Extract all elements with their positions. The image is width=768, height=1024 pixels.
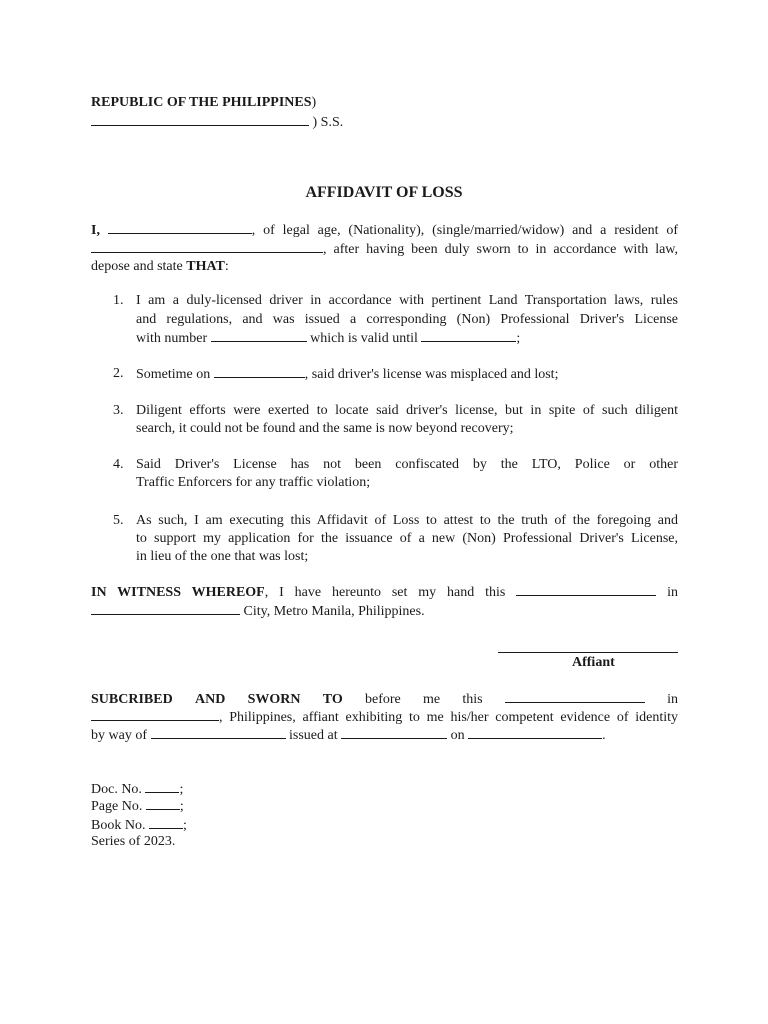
item-2-line-1 [136,365,558,384]
sworn-line-3 [91,726,606,745]
item-1-line-3 [136,329,520,348]
doc-no-label: Doc. No. [91,782,142,797]
loss-date-blank [214,365,305,378]
intro-line-1 [91,221,678,240]
republic-paren: ) [311,95,317,110]
intro-i: I, [91,223,100,238]
sworn-bold-4: TO [322,692,343,707]
item-5-line-2: to support my application for the issuance of a new (Non) Professional Driver's License, [136,531,678,546]
item-3-line-1: Diligent efforts were exerted to locate said driver's license, but in spite of such diligent [136,403,678,418]
sworn-text-b: issued at [289,728,338,743]
witness-line-2 [91,602,425,621]
ss-text: ) S.S. [312,115,344,130]
item-1-text-c: ; [516,331,521,346]
item-4-line-1: Said Driver's License has not been confiscated by the LTO, Police or other [136,457,678,472]
license-number-blank [211,329,307,342]
doc-no-semi: ; [179,782,184,797]
item-2-text-b: , said driver's license was misplaced and lost; [304,367,559,382]
witness-text-2: City, Metro Manila, Philippines. [243,604,425,619]
affiant-label: Affiant [572,655,615,670]
item-3-number: 3. [113,403,124,418]
ss-line [91,113,343,132]
sworn-place-blank [91,708,219,721]
witness-text-1: , I have hereunto set my hand this [264,585,506,600]
page-no-semi: ; [179,799,184,814]
item-5-line-1: As such, I am executing this Affidavit of Loss to attest to the truth of the foregoing and [136,513,678,528]
page-no-blank [146,797,180,810]
sworn-bold-2: AND [194,692,226,707]
witness-bold: IN WITNESS WHEREOF [91,585,265,600]
sworn-text-d: . [602,728,606,743]
id-date-blank [468,726,602,739]
venue-blank [91,113,309,126]
name-blank [108,221,252,234]
sworn-me: me [423,692,441,707]
sworn-text-2: , Philippines, affiant exhibiting to me his/her competent evidence of identity [219,710,678,725]
affiant-signature-line [498,652,678,653]
book-no-label: Book No. [91,818,146,833]
page-no-line [91,797,184,816]
intro-line-3 [91,258,229,276]
republic-text: REPUBLIC OF THE PHILIPPINES [91,95,312,110]
page-no-label: Page No. [91,799,143,814]
residence-blank [91,240,323,253]
sworn-text-a: by way of [91,728,147,743]
id-type-blank [151,726,286,739]
intro-colon: : [224,259,229,274]
book-no-blank [149,816,183,829]
witness-in: in [667,585,679,600]
witness-line-1 [91,583,678,602]
id-place-blank [341,726,447,739]
item-5-line-3: in lieu of the one that was lost; [136,549,309,564]
document-title: AFFIDAVIT OF LOSS [305,184,463,201]
item-1-text-a: with number [136,331,208,346]
intro-text-2: , after having been duly sworn to in accordance with law, [323,242,678,257]
intro-line-2 [91,240,678,259]
sworn-this: this [462,692,483,707]
item-1-line-1: I am a duly-licensed driver in accordance with pertinent Land Transportation laws, rules [136,293,678,308]
sworn-text-c: on [450,728,465,743]
intro-text-1: , of legal age, (Nationality), (single/married/widow) and a resident of [251,223,679,238]
witness-date-blank [516,583,656,596]
item-1-line-2: and regulations, and was issued a corresponding (Non) Professional Driver's License [136,312,678,327]
item-3-line-2: search, it could not be found and the same is now beyond recovery; [136,421,514,436]
book-no-semi: ; [182,818,187,833]
doc-no-blank [145,780,179,793]
item-4-number: 4. [113,457,124,472]
item-5-number: 5. [113,513,124,528]
intro-that: THAT [186,259,225,274]
sworn-line-2 [91,708,678,727]
sworn-bold-1: SUBCRIBED [91,692,173,707]
witness-city-blank [91,602,240,615]
sworn-in: in [667,692,679,707]
validity-blank [421,329,516,342]
item-2-text-a: Sometime on [136,367,211,382]
item-1-text-b: which is valid until [310,331,418,346]
sworn-line-1 [91,690,678,709]
intro-text-3: depose and state [91,259,183,274]
sworn-bold-3: SWORN [247,692,301,707]
item-1-number: 1. [113,293,124,308]
item-2-number: 2. [113,366,124,381]
item-4-line-2: Traffic Enforcers for any traffic violation; [136,475,371,490]
series-line: Series of 2023. [91,834,176,849]
republic-heading [91,94,316,112]
sworn-before: before [365,692,401,707]
sworn-date-blank [505,690,645,703]
